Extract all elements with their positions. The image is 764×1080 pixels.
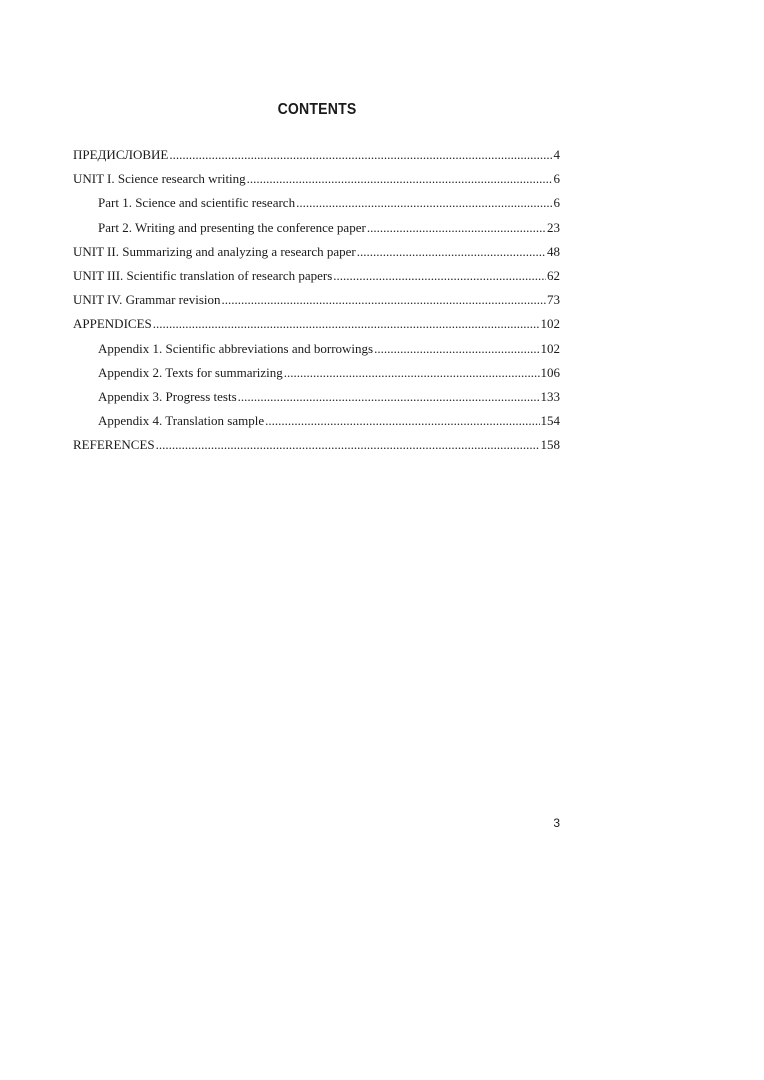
toc-entry-page: 158 [540, 437, 560, 453]
toc-entry-appendices[interactable] [73, 312, 560, 336]
toc-entry-label: Part 1. Science and scientific research [98, 195, 296, 211]
toc-entry-label: UNIT IV. Grammar revision [73, 292, 221, 308]
toc-entry-page: 6 [553, 171, 560, 187]
dot-leader [169, 143, 552, 167]
toc-entry-label: UNIT II. Summarizing and analyzing a research paper [73, 243, 356, 259]
toc-entry-appendix-4[interactable] [73, 409, 560, 433]
toc-entry-label: Appendix 2. Texts for summarizing [98, 364, 283, 380]
toc-entry-page: 102 [540, 340, 560, 356]
toc-entry-unit-3[interactable] [73, 264, 560, 288]
toc-entry-label: Appendix 1. Scientific abbreviations and borrowings [98, 340, 374, 356]
dot-leader [238, 385, 540, 409]
toc-entry-label: UNIT I. Science research writing [73, 171, 246, 187]
dot-leader [222, 288, 546, 312]
toc-entry-references[interactable] [73, 433, 560, 457]
dot-leader [357, 240, 546, 264]
toc-entry-label: UNIT III. Scientific translation of research papers [73, 267, 333, 283]
toc-entry-label: APPENDICES [73, 316, 152, 332]
toc-entry-page: 23 [547, 219, 560, 235]
toc-entry-unit-1[interactable] [73, 167, 560, 191]
dot-leader [247, 167, 553, 191]
toc-entry-appendix-1[interactable] [73, 337, 560, 361]
toc-entry-page: 133 [540, 388, 560, 404]
toc-entry-label: Appendix 4. Translation sample [98, 413, 265, 429]
toc-entry-page: 62 [547, 267, 560, 283]
toc-entry-label: Appendix 3. Progress tests [98, 388, 237, 404]
page-number: 3 [553, 816, 560, 830]
dot-leader [374, 337, 539, 361]
toc-entry-part-2[interactable] [73, 216, 560, 240]
toc-entry-page: 106 [540, 364, 560, 380]
table-of-contents [73, 143, 560, 457]
toc-entry-page: 4 [553, 147, 560, 162]
dot-leader [296, 191, 552, 215]
toc-entry-page: 6 [553, 195, 560, 211]
dot-leader [284, 361, 540, 385]
dot-leader [156, 433, 540, 457]
toc-entry-page: 48 [547, 243, 560, 259]
page-title: CONTENTS [277, 101, 357, 118]
toc-entry-page: 154 [540, 413, 560, 429]
toc-entry-appendix-2[interactable] [73, 361, 560, 385]
toc-entry-page: 73 [547, 292, 560, 308]
toc-entry-appendix-3[interactable] [73, 385, 560, 409]
toc-entry-unit-2[interactable] [73, 240, 560, 264]
dot-leader [333, 264, 546, 288]
toc-entry-unit-4[interactable] [73, 288, 560, 312]
dot-leader [265, 409, 539, 433]
toc-entry-label: ПРЕДИСЛОВИЕ [73, 147, 169, 162]
toc-entry-preface[interactable] [73, 143, 560, 167]
toc-entry-page: 102 [540, 316, 560, 332]
toc-entry-label: Part 2. Writing and presenting the conference paper [98, 219, 366, 235]
toc-entry-label: REFERENCES [73, 437, 155, 453]
dot-leader [367, 216, 546, 240]
toc-entry-part-1[interactable] [73, 191, 560, 215]
dot-leader [153, 312, 540, 336]
